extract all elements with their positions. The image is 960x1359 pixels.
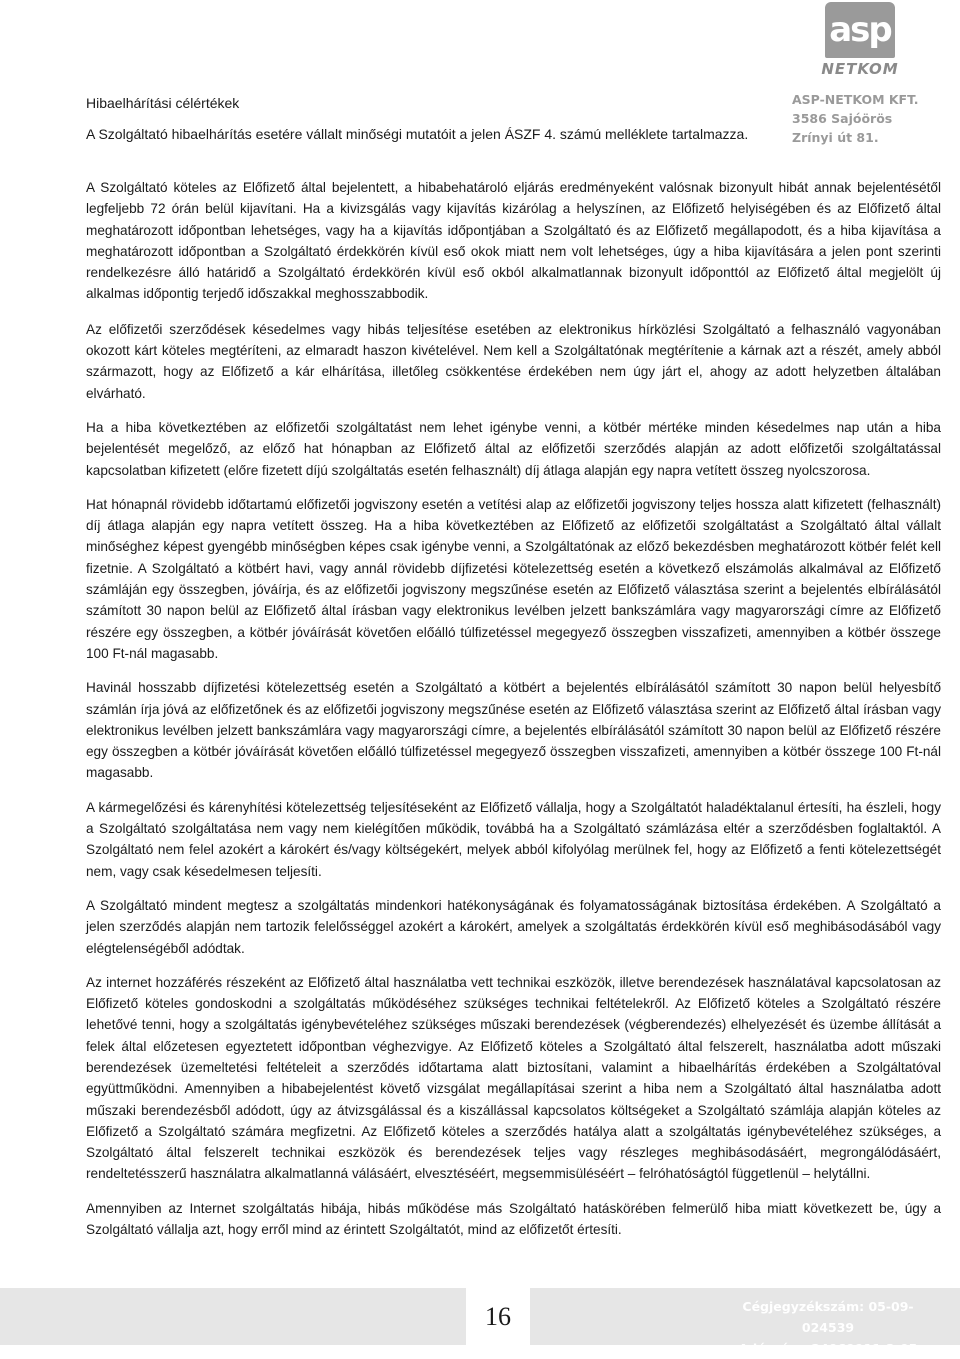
footer-company-info xyxy=(718,1296,938,1359)
paragraph: Az előfizetői szerződések késedelmes vagy hibás teljesítése esetében az elektronikus hírközlési Szolgáltató a felhasználó vagyonában okozott kárt köteles megtéríteni, az elmaradt haszon kivételével. Nem kell a Szolgáltatónak megtérítenie a kárnak azt a részét, amely abból származott, hogy az Előfizető a kár elhárítása, illetőleg csökkentése érdekében nem úgy járt el, ahogy az adott helyzetben általában elvárható. xyxy=(86,321,941,401)
paragraph: Hat hónapnál rövidebb időtartamú előfizetői jogviszony esetén a vetítési alap az előfizetői jogviszony teljes hossza alatt kifizetett (felhasznált) díj átlaga alapján egy napra vetített összeg. Ha a hiba következtében az Előfizető az előfizetői szolgáltatást a Szolgáltató által vállalt minőséghez képest gyengébb minőségben képes csak igénybe venni, a Szolgáltatónak az előző bekezdésben meghatározott kötbér felét kell fizetnie. A Szolgáltató a kötbért havi, vagy annál rövidebb díjfizetési kötelezettség esetén a következő elszámolás alkalmával az Előfizető számláján egy összegben, jóváírja, és az előfizetői jogviszony megszűnése esetén az Előfizető választása szerint a bejelentés elbírálásától számított 30 napon belül az Előfizető által írásban vagy elektronikus levélben jelzett bankszámlára vagy magyarországi címre az Előfizető részére egy összegben, a kötbér jóváírását követően előálló túlfizetéssel megegyező összegben visszafizeti, amennyiben a kötbér összege 100 Ft-nál magasabb. xyxy=(86,496,941,661)
document-body xyxy=(86,177,941,1253)
company-registry-number: Cégjegyzékszám: 05-09-024539 xyxy=(742,1299,914,1335)
logo-subtitle: NETKOM xyxy=(821,60,899,78)
page-number: 16 xyxy=(466,1288,530,1345)
paragraph: A Szolgáltató köteles az Előfizető által bejelentett, a hibabehatároló eljárás eredményeként valósnak bizonyult hibát annak bejelentésétől legfeljebb 72 órán belül kijavítani. Ha a kivizsgálás vagy kijavítás kizárólag a helyszínen, az Előfizető helyiségében és az Előfizető által meghatározott időpontban lehetséges, vagy ha a kijavítás időpontjában a Szolgáltató és az Előfizető megállapodott, és a hiba kijavítása a meghatározott időpontban a Szolgáltató érdekkörén kívül eső okok miatt nem volt lehetséges, úgy a hiba kijavítására a jelen pont szerinti rendelkezésre álló határidő a Szolgáltató érdekkörén kívül eső okból alkalmatlannak bizonyult időponttól az Előfizető által megjelölt új alkalmas időpontig terjedő időszakkal meghosszabbodik. xyxy=(86,180,941,302)
section-heading: Hibaelhárítási célértékek xyxy=(86,95,240,111)
logo-mark-text: asp xyxy=(829,10,891,50)
paragraph: Ha a hiba következtében az előfizetői szolgáltatást nem lehet igénybe venni, a kötbér mértéke minden késedelmes nap után a hiba bejelentését megelőző, az előző hat hónapban az Előfizető által az előfizetői szerződés alapján az adott előfizetői szolgáltatással kapcsolatban kifizetett (előre fizetett díjú szolgáltatás esetén felhasznált) díj átlaga alapján egy napra vetített összeg nyolcszorosa. xyxy=(86,419,941,478)
company-logo xyxy=(790,0,930,86)
paragraph: Az internet hozzáférés részeként az Előfizető által használatba vett technikai eszközök, illetve berendezések használatával kapcsolatosan az Előfizető köteles gondoskodni a szolgáltatás működéséhez szükséges technikai feltételekről. Az Előfizető köteles a Szolgáltató részére lehetővé tenni, hogy a szolgáltatás igénybevételéhez szükséges műszaki berendezések (végberendezés) elhelyezését és üzembe állítását a felek által előzetesen egyeztetett időpontban véghezvigye. Az Előfizető köteles a Szolgáltató által felszerelt, használatba adott műszaki berendezések üzemeltetési feltételeit a szerződés időtartama alatt biztosítani, valamint a hibaelhárítás érdekében a Szolgáltatóval együttműködni. Amennyiben a hibabejelentést követő vizsgálat megállapításai szerint a hiba nem a Szolgáltató által használatba adott műszaki berendezésből adódott, úgy az átvizsgálással és a kiszállással kapcsolatos költségeket a Szolgáltató számlája alapján köteles az Előfizető a Szolgáltató számára megfizetni. Az Előfizető köteles a szerződés hatálya alatt a szolgáltatás igénybevételéhez szükséges, a Szolgáltató által felszerelt technikai eszközök és berendezések teljes vagy részleges meghibásodásáért, megrongálódásáért, rendeltetésszerű használatra alkalmatlanná válásáért, elvesztéséért, megsemmisüléséért – felróhatóságtól függetlenül – helytállni. xyxy=(86,974,941,1182)
paragraph: A Szolgáltató mindent megtesz a szolgáltatás mindenkori hatékonyságának és folyamatosságának biztosítása érdekében. A Szolgáltató a jelen szerződés alapján nem tartozik felelősséggel azokért a károkért, amelyek a szolgáltatás érdekkörén kívül eső meghibásodásából vagy elégtelenségéből adódtak. xyxy=(86,897,941,956)
paragraph: Havinál hosszabb díjfizetési kötelezettség esetén a Szolgáltató a kötbért a bejelentés elbírálásától számított 30 napon belül helyesbítő számlán írja jóvá az előfizetőnek és az előfizetői jogviszony megszűnése esetén az Előfizető választása szerint az Előfizető által írásban vagy elektronikus levélben jelzett bankszámlára vagy magyarországi címre, a bejelentés elbírálásától számított 30 napon belül az Előfizető részére egy összegben a kötbér jóváírását követően előálló túlfizetéssel megegyező összegben visszafizeti, amennyiben a kötbér összege 100 Ft-nál magasabb. xyxy=(86,680,941,781)
company-name: ASP-NETKOM KFT. xyxy=(792,92,919,107)
company-street: Zrínyi út 81. xyxy=(792,130,879,145)
company-city: 3586 Sajóörös xyxy=(792,111,893,126)
company-address xyxy=(792,90,932,147)
paragraph: A kármegelőzési és kárenyhítési kötelezettség teljesítéseként az Előfizető vállalja, hogy a Szolgáltatót haladéktalanul értesíti, ha észleli, hogy a Szolgáltató szolgáltatása nem vagy nem kielégítően működik, továbbá ha a Szolgáltató számlázása eltér a szerződésben foglaltaktól. A Szolgáltató nem felel azokért a károkért és/vagy költségekért, melyek abból kifolyólag merülnek fel, hogy az Előfizető a fenti kötelezettségét nem, vagy csak késedelmesen teljesíti. xyxy=(86,799,941,879)
company-tax-number: Adószám: 24069911-2-05 xyxy=(738,1341,918,1356)
paragraph: Amennyiben az Internet szolgáltatás hibája, hibás működése más Szolgáltató hatáskörében felmerülő hiba miatt következett be, úgy a Szolgáltató vállalja azt, hogy erről mind az érintett Szolgáltatót, mind az előfizetőt értesíti. xyxy=(86,1200,941,1238)
logo-mark xyxy=(825,2,895,58)
intro-paragraph: A Szolgáltató hibaelhárítás esetére vállalt minőségi mutatóit a jelen ÁSZF 4. számú melléklete tartalmazza. xyxy=(86,126,749,142)
